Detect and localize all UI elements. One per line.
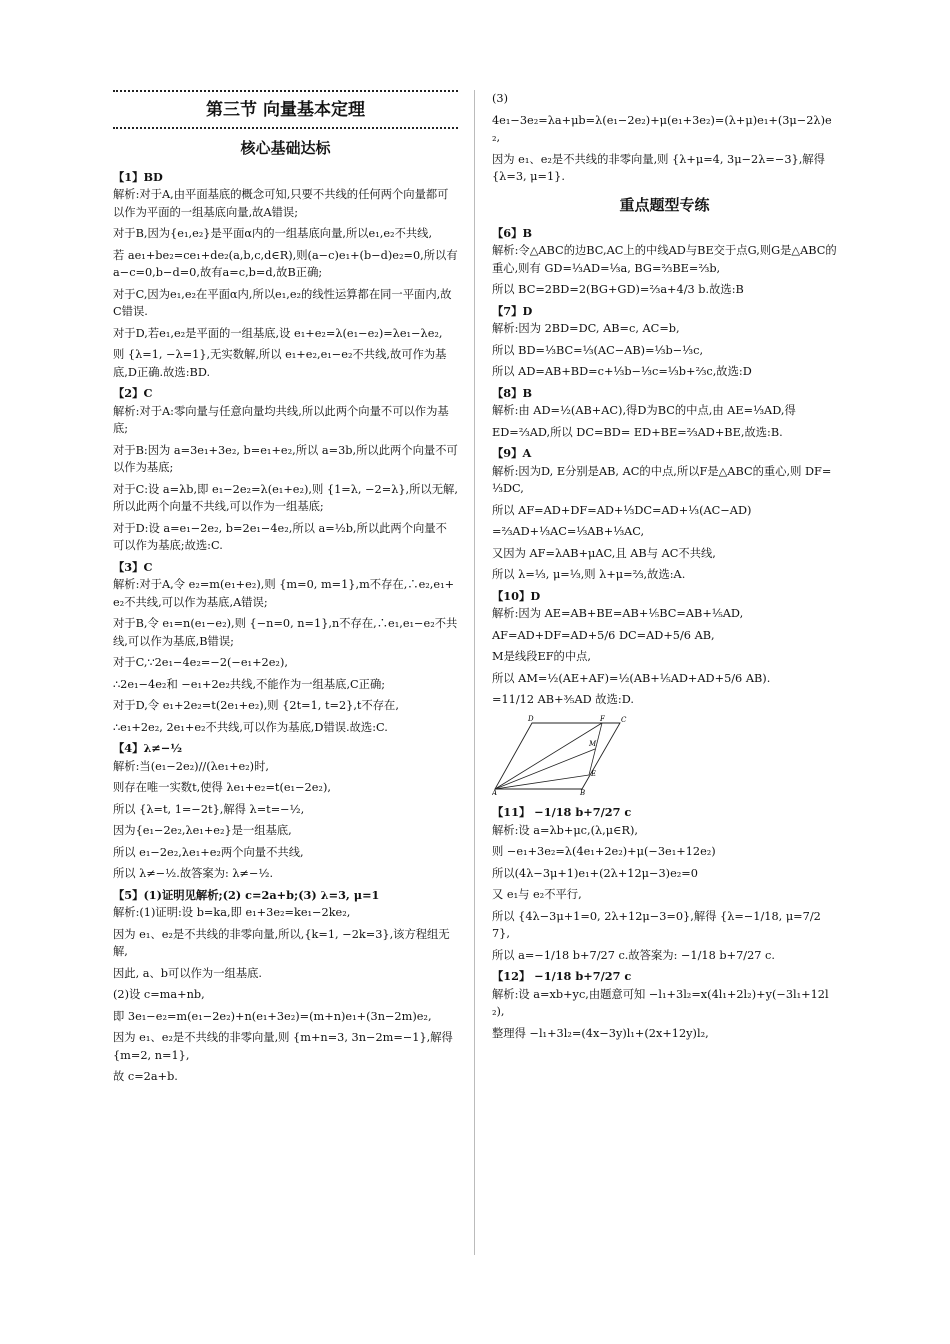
answer-line: 解析:因为D, E分别是AB, AC的中点,所以F是△ABC的重心,则 DF=⅓DC, bbox=[492, 464, 832, 496]
column-divider bbox=[474, 90, 475, 1255]
answer-line: 对于C,因为e₁,e₂在平面α内,所以e₁,e₂的线性运算都在同一平面内,故C错误. bbox=[113, 287, 452, 319]
answer-line: 所以 λ≠−½.故答案为: λ≠−½. bbox=[113, 867, 274, 881]
question-number: 【10】D bbox=[492, 588, 541, 603]
answer-line: 对于C,∵2e₁−4e₂=−2(−e₁+2e₂), bbox=[113, 656, 288, 670]
parallelogram-figure bbox=[492, 715, 837, 801]
answer-line: 所以 BC=2BD=2(BG+GD)=⅔a+4/3 b.故选:B bbox=[492, 283, 744, 297]
figure-label: A bbox=[492, 788, 498, 795]
answer-line: 所以 e₁−2e₂,λe₁+e₂两个向量不共线, bbox=[113, 845, 304, 859]
answer-line: 解析:设 a=xb+yc,由题意可知 −l₁+3l₂=x(4l₁+2l₂)+y(−3l₁+12l₂), bbox=[492, 987, 829, 1019]
section-heading-core: 核心基础达标 bbox=[240, 139, 331, 158]
answer-line: 4e₁−3e₂=λa+μb=λ(e₁−2e₂)+μ(e₁+3e₂)=(λ+μ)e₁+(3μ−2λ)e₂, bbox=[492, 113, 832, 144]
answer-line: 解析:因为 2BD=DC, AB=c, AC=b, bbox=[492, 322, 680, 336]
figure-label: B bbox=[580, 788, 586, 795]
answer-line: 对于B,令 e₁=n(e₁−e₂),则 {−n=0, n=1},n不存在,∴e₁,e₁−e₂不共线,可以作为基底,B错误; bbox=[113, 617, 458, 648]
answer-line: 所以 a=−1/18 b+7/27 c.故答案为: −1/18 b+7/27 c. bbox=[492, 948, 775, 962]
answer-line: 解析:当(e₁−2e₂)//(λe₁+e₂)时, bbox=[113, 759, 269, 773]
answer-line: 解析:对于A,由平面基底的概念可知,只要不共线的任何两个向量都可以作为平面的一组基底向量,故A错误; bbox=[113, 188, 449, 219]
answer-line: 对于B:因为 a=3e₁+3e₂, b=e₁+e₂,所以 a=3b,所以此两个向量不可以作为基底; bbox=[113, 443, 458, 475]
question-number: 【2】C bbox=[113, 386, 153, 401]
answer-line: ED=⅔AD,所以 DC=BD= ED+BE=⅔AD+BE,故选:B. bbox=[492, 425, 783, 439]
answer-line: 对于D,令 e₁+2e₂=t(2e₁+e₂),则 {2t=1, t=2},t不存在, bbox=[113, 699, 399, 713]
figure-label: D bbox=[528, 714, 534, 723]
answer-line: 则 −e₁+3e₂=λ(4e₁+2e₂)+μ(−3e₁+12e₂) bbox=[492, 845, 716, 859]
answer-line: 所以 λ=⅓, μ=⅓,则 λ+μ=⅔,故选:A. bbox=[492, 568, 686, 582]
answer-line: 因此, a、b可以作为一组基底. bbox=[113, 966, 263, 980]
answer-line: 所以 {λ=t, 1=−2t},解得 λ=t=−½, bbox=[113, 802, 305, 816]
answer-line: 因为 e₁、e₂是不共线的非零向量,则 {λ+μ=4, 3μ−2λ=−3},解得 {λ=3, μ=1}. bbox=[492, 152, 825, 183]
question-number: 【11】 −1/18 b+7/27 c bbox=[492, 805, 632, 820]
answer-line: 所以 AD=AB+BD=c+⅓b−⅓c=⅓b+⅔c,故选:D bbox=[492, 365, 752, 379]
left-column bbox=[113, 88, 458, 1090]
answer-line: M是线段EF的中点, bbox=[492, 650, 592, 664]
answer-line: 所以 AM=½(AE+AF)=½(AB+⅕AD+AD+5/6 AB). bbox=[492, 671, 771, 685]
question-number: 【4】λ≠−½ bbox=[113, 741, 183, 756]
question-number: 【8】B bbox=[492, 385, 533, 400]
answer-line: 对于D:设 a=e₁−2e₂, b=2e₁−4e₂,所以 a=½b,所以此两个向量不可以作为基底;故选:C. bbox=[113, 521, 447, 553]
answer-line: 解析:(1)证明:设 b=ka,即 e₁+3e₂=ke₁−2ke₂, bbox=[113, 906, 351, 920]
answer-line: =⅔AD+⅓AC=⅓AB+⅓AC, bbox=[492, 525, 645, 539]
answer-line: 又 e₁与 e₂不平行, bbox=[492, 888, 582, 902]
answer-line: 所以 {4λ−3μ+1=0, 2λ+12μ−3=0},解得 {λ=−1/18, μ=7/27}, bbox=[492, 909, 821, 941]
answer-line: 解析:对于A:零向量与任意向量均共线,所以此两个向量不可以作为基底; bbox=[113, 404, 449, 436]
answer-line: 对于D,若e₁,e₂是平面的一组基底,设 e₁+e₂=λ(e₁−e₂)=λe₁−λe₂, bbox=[113, 326, 443, 340]
question-number: 【3】C bbox=[113, 559, 153, 574]
right-answers bbox=[492, 225, 837, 1043]
section-heading-practice: 重点题型专练 bbox=[619, 195, 710, 214]
answer-line: 解析:设 a=λb+μc,(λ,μ∈R), bbox=[492, 823, 638, 837]
left-answers bbox=[113, 169, 458, 1086]
answer-line: 因为{e₁−2e₂,λe₁+e₂}是一组基底, bbox=[113, 824, 292, 838]
answer-line: 所以 AF=AD+DF=AD+⅓DC=AD+⅓(AC−AD) bbox=[492, 503, 752, 517]
answer-line: =11/12 AB+⅗AD 故选:D. bbox=[492, 693, 634, 707]
answer-line: 则存在唯一实数t,使得 λe₁+e₂=t(e₁−2e₂), bbox=[113, 781, 331, 795]
question-number: 【6】B bbox=[492, 225, 533, 240]
bottom-dotted-rule bbox=[113, 127, 458, 129]
question-number: 【1】BD bbox=[113, 169, 163, 184]
answer-line: 解析:由 AD=½(AB+AC),得D为BC的中点,由 AE=⅓AD,得 bbox=[492, 404, 796, 418]
figure-label: E bbox=[591, 769, 597, 778]
answer-line: ∴e₁+2e₂, 2e₁+e₂不共线,可以作为基底,D错误.故选:C. bbox=[113, 720, 388, 734]
figure-label: M bbox=[589, 739, 597, 748]
answer-line: 对于C:设 a=λb,即 e₁−2e₂=λ(e₁+e₂),则 {1=λ, −2=λ},所以无解,所以此两个向量不共线,可以作为一组基底; bbox=[113, 482, 458, 514]
answer-line: 若 ae₁+be₂=ce₁+de₂(a,b,c,d∈R),则(a−c)e₁+(b−d)e₂=0,所以有 a−c=0,b−d=0,故有a=c,b=d,故B正确; bbox=[113, 248, 458, 280]
top-dotted-rule bbox=[113, 90, 458, 92]
answer-line: 解析:因为 AE=AB+BE=AB+⅕BC=AB+⅕AD, bbox=[492, 607, 744, 621]
answer-line: 即 3e₁−e₂=m(e₁−2e₂)+n(e₁+3e₂)=(m+n)e₁+(3n−2m)e₂, bbox=[113, 1009, 432, 1023]
answer-line: 又因为 AF=λAB+μAC,且 AB与 AC不共线, bbox=[492, 546, 716, 560]
question-number: 【12】 −1/18 b+7/27 c bbox=[492, 969, 632, 984]
answer-line: 所以(4λ−3μ+1)e₁+(2λ+12μ−3)e₂=0 bbox=[492, 866, 698, 880]
answer-line: (3) bbox=[492, 92, 509, 105]
right-top-continuation bbox=[492, 90, 837, 186]
question-number: 【7】D bbox=[492, 303, 533, 318]
answer-line: 整理得 −l₁+3l₂=(4x−3y)l₁+(2x+12y)l₂, bbox=[492, 1026, 709, 1040]
answer-line: 则 {λ=1, −λ=1},无实数解,所以 e₁+e₂,e₁−e₂不共线,故可作为基底,D正确.故选:BD. bbox=[113, 348, 447, 379]
answer-line: 因为 e₁、e₂是不共线的非零向量,则 {m+n=3, 3n−2m=−1},解得 {m=2, n=1}, bbox=[113, 1031, 453, 1062]
figure-label: C bbox=[621, 715, 627, 724]
answer-line: 因为 e₁、e₂是不共线的非零向量,所以,{k=1, −2k=3},该方程组无解, bbox=[113, 927, 450, 959]
figure-label: F bbox=[600, 714, 605, 723]
answer-line: AF=AD+DF=AD+5/6 DC=AD+5/6 AB, bbox=[492, 628, 715, 642]
question-number: 【9】A bbox=[492, 446, 532, 461]
page-title: 第三节 向量基本定理 bbox=[206, 100, 365, 120]
answer-line: ∴2e₁−4e₂和 −e₁+2e₂共线,不能作为一组基底,C正确; bbox=[113, 677, 386, 691]
question-number: 【5】(1)证明见解析;(2) c=2a+b;(3) λ=3, μ=1 bbox=[113, 887, 380, 902]
answer-line: 对于B,因为{e₁,e₂}是平面α内的一组基底向量,所以e₁,e₂不共线, bbox=[113, 227, 433, 241]
answer-line: 故 c=2a+b. bbox=[113, 1070, 178, 1084]
answer-line: 所以 BD=⅓BC=⅓(AC−AB)=⅓b−⅓c, bbox=[492, 343, 704, 357]
answer-line: 解析:令△ABC的边BC,AC上的中线AD与BE交于点G,则G是△ABC的重心,则有 GD=⅓AD=⅓a, BG=⅔BE=⅔b, bbox=[492, 244, 837, 275]
answer-line: 解析:对于A,令 e₂=m(e₁+e₂),则 {m=0, m=1},m不存在,∴e₂,e₁+e₂不共线,可以作为基底,A错误; bbox=[113, 578, 455, 609]
answer-line: (2)设 c=ma+nb, bbox=[113, 988, 205, 1002]
right-column bbox=[492, 90, 837, 1046]
